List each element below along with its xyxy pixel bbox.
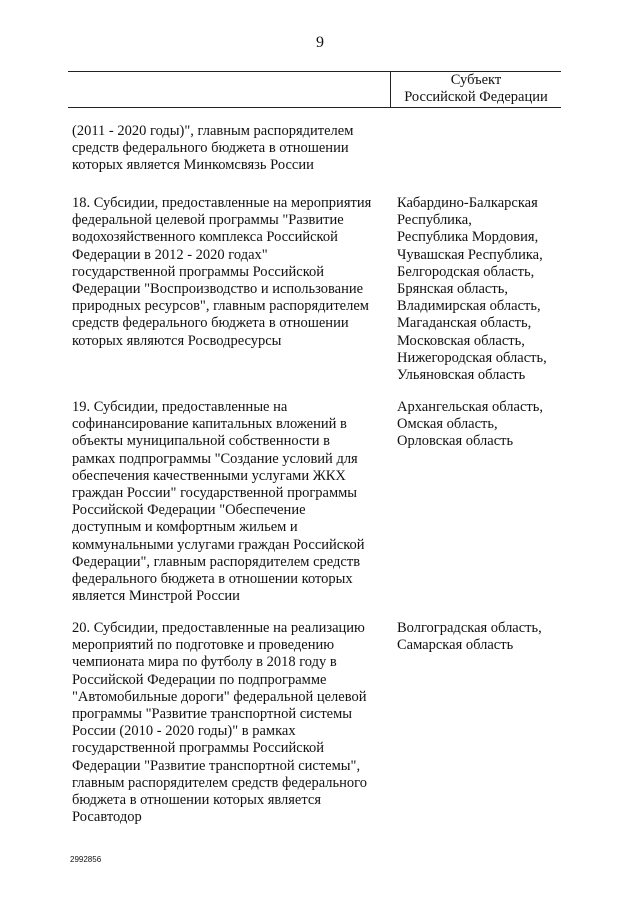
text-line: 20. Субсидии, предоставленные на реализацию (72, 620, 365, 636)
entry-18-text (72, 195, 392, 350)
text-line: средств федерального бюджета в отношении (72, 315, 349, 332)
text-line: 19. Субсидии, предоставленные на (72, 399, 288, 415)
text-line: федерального бюджета в отношении которых (72, 571, 353, 588)
subject-line: Московская область, (397, 332, 525, 349)
subject-line: Чувашская Республика, (397, 246, 543, 263)
subject-line: Брянская область, (397, 281, 508, 298)
subject-line: Нижегородская область, (397, 349, 547, 366)
text-line: главным распорядителем средств федерального (72, 774, 367, 791)
text-line: объекты муниципальной собственности в (72, 433, 330, 450)
text-line: граждан России" государственной программы (72, 485, 358, 502)
subject-line: Самарская область (397, 637, 514, 654)
text-line: Федерации "Воспроизводство и использование (72, 281, 364, 298)
text-line: (2011 - 2020 годы)", главным распорядителем (72, 123, 354, 139)
subject-line: Владимирская область, (397, 298, 541, 315)
text-line: чемпионата мира по футболу в 2018 году в (72, 654, 337, 671)
text-line: Росавтодор (72, 809, 142, 826)
subject-line: Кабардино-Балкарская (397, 195, 538, 211)
column-header-line: Субъект (450, 72, 502, 88)
text-line: федеральной целевой программы "Развитие (72, 212, 344, 229)
text-line: государственной программы Российской (72, 263, 325, 280)
text-line: Российской Федерации "Обеспечение (72, 502, 306, 519)
text-line: "Автомобильные дороги" федеральной целевой (72, 688, 367, 705)
document-code: 2992856 (70, 855, 102, 864)
text-line: которых является Минкомсвязь России (72, 157, 314, 174)
subject-line: Омская область, (397, 416, 498, 433)
text-line: Федерации", главным распорядителем средств (72, 553, 361, 570)
text-line: России (2010 - 2020 годы)" в рамках (72, 723, 296, 740)
text-line: государственной программы Российской (72, 740, 325, 757)
subject-line: Республика, (397, 212, 472, 229)
entry-20-text (72, 620, 392, 826)
subject-line: Магаданская область, (397, 315, 532, 332)
text-line: обеспечения качественными услугами ЖКХ (72, 467, 346, 484)
subject-line: Белгородская область, (397, 263, 535, 280)
text-line: Федерации в 2012 - 2020 годах" (72, 246, 268, 263)
text-line: программы "Развитие транспортной системы (72, 706, 353, 723)
column-header-subject (391, 72, 561, 106)
text-line: природных ресурсов", главным распорядителем (72, 298, 369, 315)
text-line: Федерации "Развитие транспортной системы", (72, 757, 361, 774)
entry-19-subjects (397, 399, 567, 451)
subject-line: Ульяновская область (397, 367, 526, 384)
text-line: Российской Федерации по подпрограмме (72, 671, 327, 688)
entry-20-subjects (397, 620, 567, 654)
text-line: которых являются Росводресурсы (72, 332, 282, 349)
text-line: рамках подпрограммы "Создание условий для (72, 450, 358, 467)
text-line: мероприятий по подготовке и проведению (72, 637, 335, 654)
entry-19-text (72, 399, 392, 605)
text-line: 18. Субсидии, предоставленные на мероприятия (72, 195, 372, 211)
text-line: доступным и комфортным жильем и (72, 519, 298, 536)
text-line: софинансирование капитальных вложений в (72, 416, 347, 433)
text-line: водохозяйственного комплекса Российской (72, 229, 338, 246)
subject-line: Республика Мордовия, (397, 229, 539, 246)
page-number: 9 (316, 34, 324, 51)
table-header-bottom-rule (68, 107, 561, 108)
subject-line: Орловская область (397, 433, 514, 450)
text-line: бюджета в отношении которых является (72, 792, 321, 809)
subject-line: Архангельская область, (397, 399, 543, 415)
text-line: коммунальными услугами граждан Российской (72, 536, 365, 553)
subject-line: Волгоградская область, (397, 620, 542, 636)
text-line: средств федерального бюджета в отношении (72, 140, 349, 157)
text-line: является Минстрой России (72, 588, 240, 605)
entry-continuation-text (72, 123, 392, 175)
column-header-line: Российской Федерации (404, 89, 548, 105)
entry-18-subjects (397, 195, 567, 384)
